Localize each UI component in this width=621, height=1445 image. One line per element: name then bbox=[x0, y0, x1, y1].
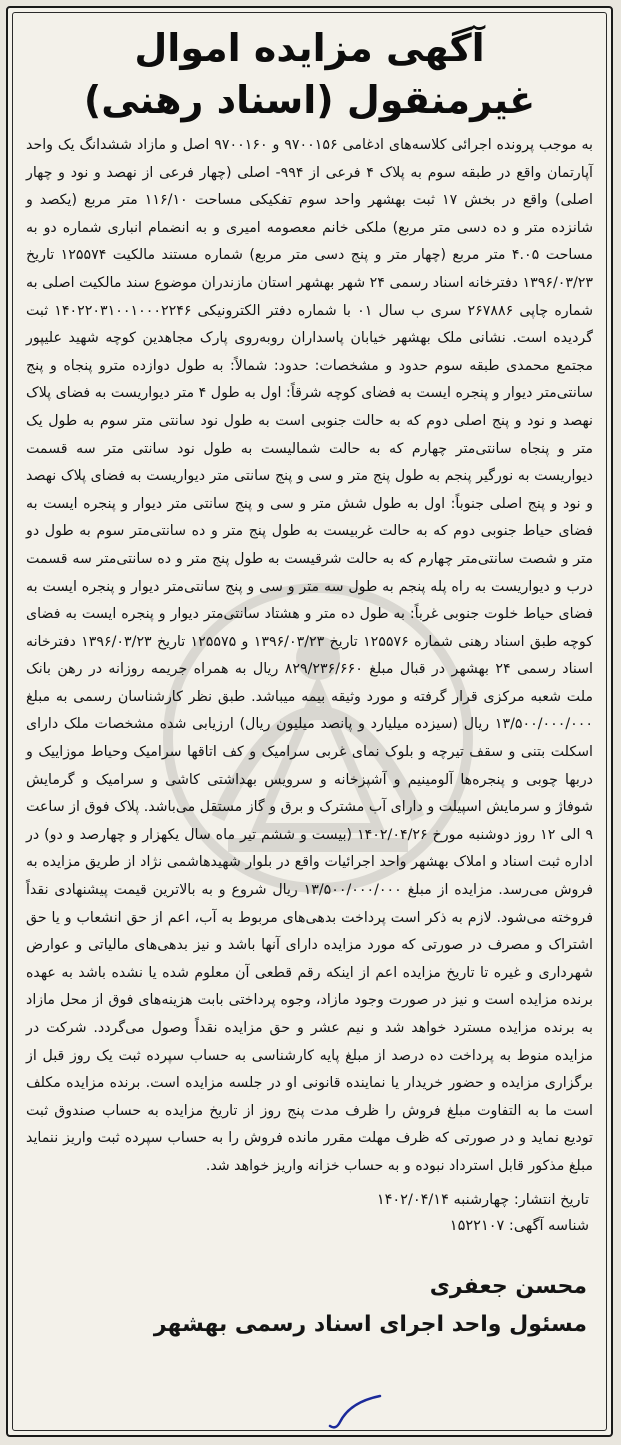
ad-id: شناسه آگهی: ۱۵۲۲۱۰۷ bbox=[449, 1217, 589, 1234]
notice-body: به موجب پرونده اجرائی کلاسه‌های ادغامی ۹۷۰۰۱۵۶ و ۹۷۰۰۱۶۰ اصل و مازاد ششدانگ یک واحد آپارتمان واقع در طبقه سوم به پلاک ۴ فرعی از ۹۹۴- اصلی (چهار فرعی از نهصد و نود و چهار اصلی) واقع در بخش ۱۷ ثبت بهشهر واحد سوم تفکیکی مساحت ۱۱۶/۱۰ متر مربع (یکصد و شانزده متر و ده دسی متر مربع) ملکی خانم معصومه امیری و به انضمام انباری شماره دو به مساحت ۴.۰۵ متر مربع (چهار متر و پنج دسی متر مربع) شماره مستند مالکیت ۱۲۵۵۷۴ تاریخ ۱۳۹۶/۰۳/۲۳ دفترخانه اسناد رسمی ۲۴ شهر بهشهر استان مازندران موضوع سند مالکیت اصلی به شماره چاپی ۲۶۷۸۸۶ سری ب سال ۰۱ با شماره دفتر الکترونیکی ۱۴۰۲۲۰۳۱۰۰۱۰۰۰۲۲۴۶ ثبت گردیده است. نشانی ملک بهشهر خیابان پاسداران روبه‌روی پارک مجاهدین کوچه شهید علیپور مجتمع محمدی طبقه سوم حدود و مشخصات: حدود: شمالاً: به طول دوازده مترو پنجاه و پنج سانتی‌متر دیوار و پنجره ایست به فضای کوچه شرقاً: اول به طول ۴ متر دیواریست به فضای پلاک نهصد و نود و پنج اصلی دوم که به حالت جنوبی است به طول نود سانتی متر سوم به طول یک متر و پنجاه سانتی‌متر چهارم که به حالت شمالیست به طول نود سانتی متر سه قسمت دیواریست به نورگیر پنجم به طول پنج متر و سی و پنج سانتی متر دیواریست به فضای پلاک نهصد و نود و پنج اصلی جنوباً: اول به طول شش متر و سی و پنج سانتی متر دیوار و پنجره ایست به فضای حیاط جنوبی دوم که به حالت غربیست به طول پنج متر و ده سانتی‌متر سوم به طول دو متر و شصت سانتی‌متر چهارم که به حالت شرقیست به طول پنج متر و ده سانتی‌متر سه قسمت درب و دیواریست به راه پله پنجم به طول سه متر و سی و پنج سانتی‌متر دیوار و پنجره ایست به فضای حیاط خلوت جنوبی غرباً: به طول ده متر و هشتاد سانتی‌متر دیوار و پنجره ایست به فضای کوچه طبق اسناد رهنی شماره ۱۲۵۵۷۶ تاریخ ۱۳۹۶/۰۳/۲۳ و ۱۲۵۵۷۵ تاریخ ۱۳۹۶/۰۳/۲۳ دفترخانه اسناد رسمی ۲۴ بهشهر در قبال مبلغ ۸۲۹/۲۳۶/۶۶۰ ریال به همراه جریمه روزانه در رهن بانک ملت شعبه مرکزی قرار گرفته و مورد وثیقه بیمه میباشد. طبق نظر کارشناسان رسمی به مبلغ ۱۳/۵۰۰/۰۰۰/۰۰۰ ریال (سیزده میلیارد و پانصد میلیون ریال) ارزیابی شده مشخصات ملک دارای اسکلت بتنی و سقف تیرچه و بلوک نمای غربی سرامیک و کف اتاقها سرامیک وحیاط موزاییک و دربها چوبی و پنجره‌ها آلومینیم و آشپزخانه و سرویس بهداشتی کاشی و سرامیک و گرمایش شوفاژ و سرمایش اسپیلت و دارای آب مشترک و برق و گاز مستقل می‌باشد. پلاک فوق از ساعت ۹ الی ۱۲ روز دوشنبه مورخ ۱۴۰۲/۰۴/۲۶ (بیست و ششم تیر ماه سال یکهزار و چهارصد و دو) در اداره ثبت اسناد و املاک بهشهر واحد اجرائیات واقع در بلوار شهیدهاشمی نژاد از طریق مزایده به فروش می‌رسد. مزایده از مبلغ ۱۳/۵۰۰/۰۰۰/۰۰۰ ریال شروع و به بالاترین قیمت پیشنهادی نقداً فروخته می‌شود. لازم به ذکر است پرداخت بدهی‌های مربوط به آب، اعم از حق انشعاب و یا حق اشتراک و مصرف در صورتی که مورد مزایده دارای آنها باشد و نیز بدهی‌های مالیاتی و عوارض شهرداری و غیره تا تاریخ مزایده اعم از اینکه رقم قطعی آن معلوم شده یا نشده باشد به عهده برنده مزایده است و نیز در صورت وجود مازاد، وجوه پرداختی بابت هزینه‌های فوق از محل مازاد به برنده مزایده مسترد خواهد شد و نیم عشر و حق مزایده نقداً وصول می‌گردد. شرکت در مزایده منوط به پرداخت ده درصد از مبلغ پایه کارشناسی به حساب سپرده ثبت یک روز قبل از برگزاری مزایده و حضور خریدار یا نماینده قانونی او در جلسه مزایده است. برنده مزایده مکلف است ما به التفاوت مبلغ فروش را ظرف مدت پنج روز از تاریخ مزایده به حساب صندوق ثبت تودیع نماید و در صورتی که ظرف مهلت مقرر مانده فروش را به حساب سپرده ثبت واریز ننماید مبلغ مذکور قابل استرداد نبوده و به حساب خزانه واریز خواهد شد. bbox=[26, 137, 594, 1174]
notice-page bbox=[6, 6, 613, 1437]
publish-date: تاریخ انتشار: چهارشنبه ۱۴۰۲/۰۴/۱۴ bbox=[376, 1191, 589, 1208]
notice-title-line2: غیرمنقول (اسناد رهنی) bbox=[83, 78, 536, 122]
signature-block bbox=[32, 1269, 587, 1345]
notice-header bbox=[8, 8, 611, 126]
notice-title-line1: آگهی مزایده اموال bbox=[134, 26, 485, 70]
notice-meta bbox=[30, 1187, 589, 1239]
signer-name: محسن جعفری bbox=[429, 1273, 587, 1299]
signer-title: مسئول واحد اجرای اسناد رسمی بهشهر bbox=[153, 1311, 587, 1337]
